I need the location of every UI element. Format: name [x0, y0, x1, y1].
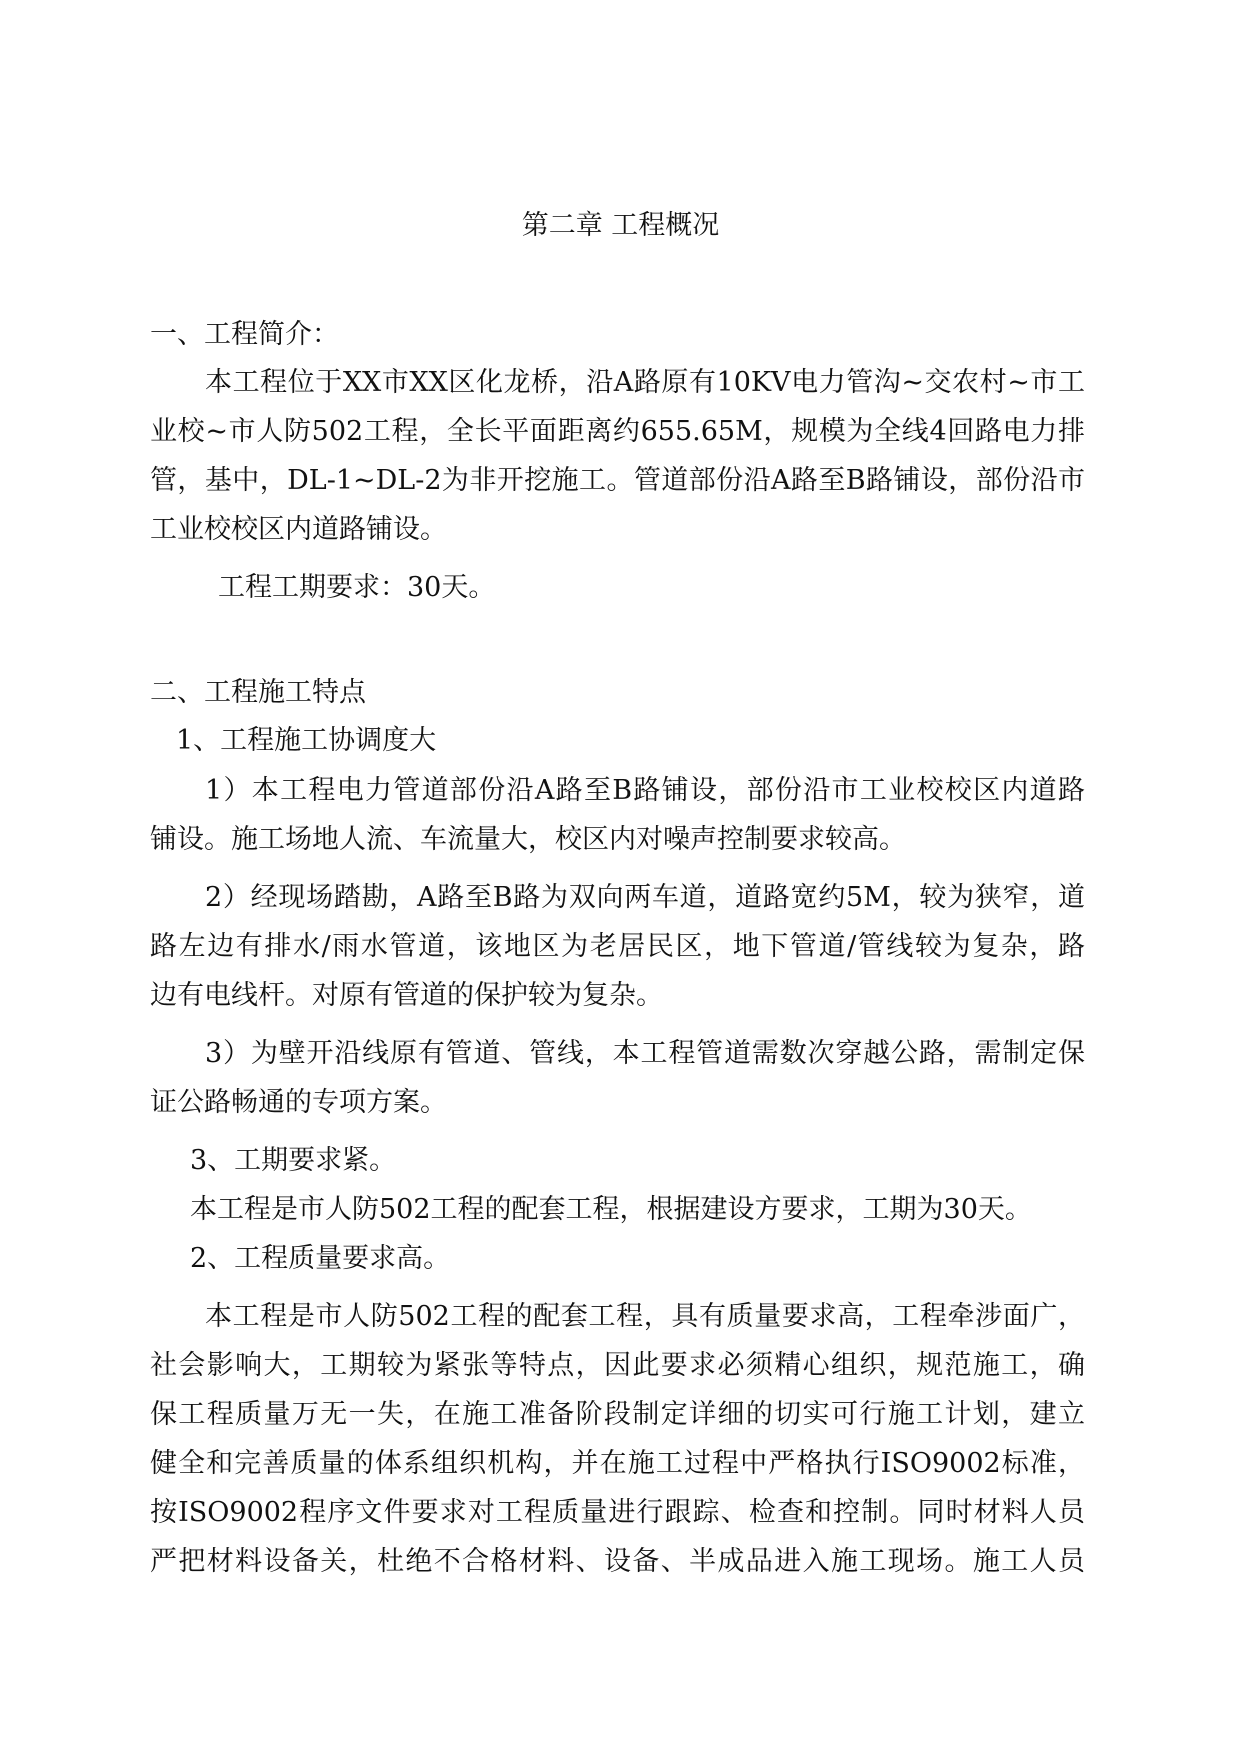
paragraph-line: 保工程质量万无一失，在施工准备阶段制定详细的切实可行施工计划，建立: [150, 1399, 1085, 1430]
paragraph-line: 路左边有排水/雨水管道，该地区为老居民区，地下管道/管线较为复杂，路: [150, 931, 1085, 962]
paragraph-line: 社会影响大，工期较为紧张等特点，因此要求必须精心组织，规范施工，确: [150, 1350, 1085, 1381]
paragraph-line: 3）为壁开沿线原有管道、管线，本工程管道需数次穿越公路，需制定保: [205, 1038, 1085, 1069]
duration-line: 工程工期要求：30天。: [218, 572, 496, 603]
paragraph-line: 铺设。施工场地人流、车流量大，校区内对噪声控制要求较高。: [150, 824, 906, 855]
subsection-heading: 1、工程施工协调度大: [176, 725, 437, 756]
paragraph-line: 2）经现场踏勘，A路至B路为双向两车道，道路宽约5M，较为狭窄，道: [205, 882, 1085, 913]
paragraph-line: 本工程是市人防502工程的配套工程，根据建设方要求，工期为30天。: [190, 1194, 1032, 1225]
section-heading-1: 一、工程简介：: [150, 319, 339, 350]
paragraph-line: 证公路畅通的专项方案。: [150, 1087, 447, 1118]
paragraph-line: 严把材料设备关，杜绝不合格材料、设备、半成品进入施工现场。施工人员: [150, 1546, 1085, 1577]
paragraph-line: 工业校校区内道路铺设。: [150, 514, 447, 545]
paragraph-line: 1）本工程电力管道部份沿A路至B路铺设，部份沿市工业校校区内道路: [205, 775, 1085, 806]
paragraph-line: 本工程是市人防502工程的配套工程，具有质量要求高，工程牵涉面广，: [205, 1301, 1085, 1332]
chapter-title: 第二章 工程概况: [521, 210, 720, 241]
paragraph-line: 健全和完善质量的体系组织机构，并在施工过程中严格执行ISO9002标准，: [150, 1448, 1085, 1479]
paragraph-line: 管，基中，DL-1~DL-2为非开挖施工。管道部份沿A路至B路铺设，部份沿市: [150, 465, 1085, 496]
paragraph-line: 边有电线杆。对原有管道的保护较为复杂。: [150, 980, 663, 1011]
subsection-heading: 2、工程质量要求高。: [190, 1243, 451, 1274]
paragraph-line: 按ISO9002程序文件要求对工程质量进行跟踪、检查和控制。同时材料人员: [150, 1497, 1085, 1528]
paragraph-line: 业校~市人防502工程，全长平面距离约655.65M，规模为全线4回路电力排: [150, 416, 1085, 447]
paragraph-line: 本工程位于XX市XX区化龙桥，沿A路原有10KV电力管沟~交农村~市工: [205, 367, 1085, 398]
section-heading-2: 二、工程施工特点: [150, 677, 366, 708]
subsection-heading: 3、工期要求紧。: [190, 1145, 397, 1176]
